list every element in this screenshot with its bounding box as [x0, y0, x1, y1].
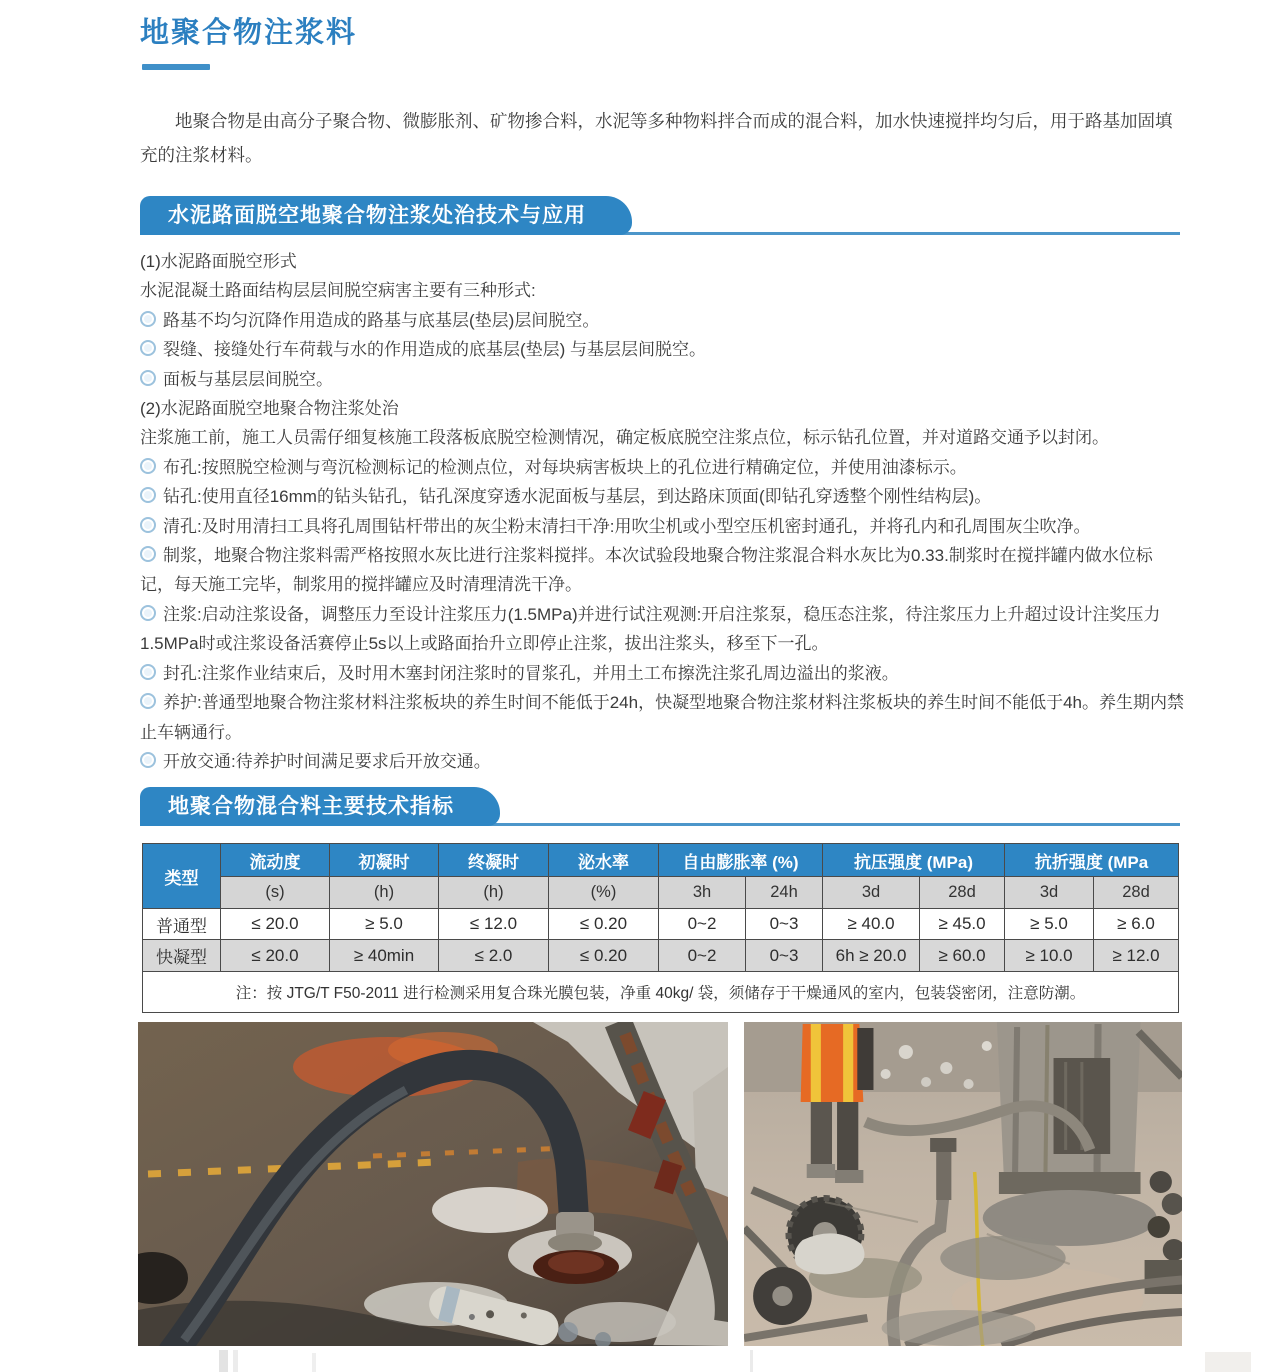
paragraph-text: 裂缝、接缝处行车荷载与水的作用造成的底基层(垫层) 与基层层间脱空。 — [163, 340, 707, 360]
row-label: 普通型 — [143, 909, 221, 940]
unit-cell: (%) — [549, 877, 659, 909]
body-paragraph — [140, 423, 1184, 452]
paragraph-text: 水泥混凝土路面结构层层间脱空病害主要有三种形式: — [140, 281, 536, 301]
value-cell: ≥ 5.0 — [330, 909, 439, 940]
value-cell: ≤ 0.20 — [549, 940, 659, 972]
col-header-fluidity: 流动度 — [221, 844, 330, 877]
ring-bullet-icon — [140, 664, 156, 680]
unit-cell: (h) — [330, 877, 439, 909]
col-header-type: 类型 — [143, 844, 221, 909]
photo-left-illustration — [138, 1022, 728, 1346]
body-paragraph — [140, 453, 1184, 482]
next-section-fragment — [1205, 1352, 1251, 1372]
value-cell: ≤ 20.0 — [221, 909, 330, 940]
unit-cell: 28d — [1094, 877, 1179, 909]
value-cell: ≤ 20.0 — [221, 940, 330, 972]
ring-bullet-icon — [140, 693, 156, 709]
ring-bullet-icon — [140, 517, 156, 533]
table-row-rapid — [143, 940, 1179, 972]
value-cell: ≥ 45.0 — [920, 909, 1005, 940]
photo-right-illustration — [744, 1022, 1182, 1346]
ring-bullet-icon — [140, 546, 156, 562]
body-paragraph — [140, 335, 1184, 364]
next-section-fragment — [312, 1353, 316, 1372]
paragraph-text: 封孔:注浆作业结束后，及时用木塞封闭注浆时的冒浆孔，并用土工布擦洗注浆孔周边溢出的浆液。 — [163, 663, 899, 683]
value-cell: ≥ 10.0 — [1005, 940, 1094, 972]
body-paragraph — [140, 512, 1184, 541]
ring-bullet-icon — [140, 458, 156, 474]
body-paragraph — [140, 541, 1184, 600]
body-paragraph — [140, 747, 1184, 776]
body-paragraph — [140, 247, 1184, 276]
unit-cell: 3d — [1005, 877, 1094, 909]
ring-bullet-icon — [140, 311, 156, 327]
unit-cell: (s) — [221, 877, 330, 909]
unit-cell: 3h — [659, 877, 746, 909]
paragraph-text: 开放交通:待养护时间满足要求后开放交通。 — [163, 751, 491, 771]
value-cell: ≥ 40.0 — [823, 909, 920, 940]
intro-paragraph: 地聚合物是由高分子聚合物、微膨胀剂、矿物掺合料，水泥等多种物料拌合而成的混合料，加水快速搅拌均匀后，用于路基加固填充的注浆材料。 — [140, 111, 1173, 165]
unit-cell: 28d — [920, 877, 1005, 909]
col-header-compressive: 抗压强度 (MPa) — [823, 844, 1005, 877]
value-cell: 0~2 — [659, 940, 746, 972]
value-cell: ≥ 60.0 — [920, 940, 1005, 972]
value-cell: 0~2 — [659, 909, 746, 940]
row-label: 快凝型 — [143, 940, 221, 972]
col-header-flexural: 抗折强度 (MPa — [1005, 844, 1179, 877]
table-note: 注：按 JTG/T F50-2011 进行检测采用复合珠光膜包装，净重 40kg/ 袋，须储存于干燥通风的室内，包装袋密闭，注意防潮。 — [143, 972, 1179, 1013]
value-cell: ≤ 0.20 — [549, 909, 659, 940]
next-section-fragment — [219, 1350, 228, 1372]
section-banner-technology: 水泥路面脱空地聚合物注浆处治技术与应用 — [140, 196, 632, 235]
paragraph-text: 布孔:按照脱空检测与弯沉检测标记的检测点位，对每块病害板块上的孔位进行精确定位，并使用油漆标示。 — [163, 457, 967, 477]
unit-cell: 24h — [746, 877, 823, 909]
paragraph-text: 养护:普通型地聚合物注浆材料注浆板块的养生时间不能低于24h，快凝型地聚合物注浆材料注浆板块的养生时间不能低于4h。养生期内禁止车辆通行。 — [140, 693, 1184, 742]
value-cell: ≥ 5.0 — [1005, 909, 1094, 940]
title-underline-dash — [142, 64, 210, 70]
unit-cell: (h) — [439, 877, 549, 909]
next-section-fragment — [750, 1350, 753, 1372]
ring-bullet-icon — [140, 487, 156, 503]
spec-table — [142, 843, 1179, 1013]
value-cell: 0~3 — [746, 940, 823, 972]
ring-bullet-icon — [140, 340, 156, 356]
col-header-final-set: 终凝时 — [439, 844, 549, 877]
value-cell: 6h ≥ 20.0 — [823, 940, 920, 972]
body-paragraph — [140, 600, 1184, 659]
body-paragraph — [140, 365, 1184, 394]
value-cell: ≤ 12.0 — [439, 909, 549, 940]
paragraph-text: 注浆施工前，施工人员需仔细复核施工段落板底脱空检测情况，确定板底脱空注浆点位，标示钻孔位置，并对道路交通予以封闭。 — [140, 428, 1109, 448]
paragraph-text: 路基不均匀沉降作用造成的路基与底基层(垫层)层间脱空。 — [163, 310, 600, 330]
body-paragraph — [140, 306, 1184, 335]
value-cell: ≥ 40min — [330, 940, 439, 972]
body-paragraph — [140, 276, 1184, 305]
ring-bullet-icon — [140, 752, 156, 768]
table-row-ordinary — [143, 909, 1179, 940]
body-paragraph — [140, 482, 1184, 511]
next-section-fragment — [233, 1350, 238, 1372]
value-cell: 0~3 — [746, 909, 823, 940]
value-cell: ≥ 6.0 — [1094, 909, 1179, 940]
col-header-bleeding: 泌水率 — [549, 844, 659, 877]
value-cell: ≥ 12.0 — [1094, 940, 1179, 972]
photo-grouting-hose-on-pavement — [138, 1022, 728, 1346]
photo-grouting-worksite — [744, 1022, 1182, 1346]
paragraph-text: 面板与基层层间脱空。 — [163, 369, 333, 389]
paragraph-text: 注浆:启动注浆设备，调整压力至设计注浆压力(1.5MPa)并进行试注观测:开启注浆泵，稳压态注浆，待注浆压力上升超过设计注奖压力1.5MPa时或注浆设备活赛停止5s以上或路面抬升立即停止注浆，拔出注浆头，移至下一孔。 — [140, 604, 1161, 654]
table-unit-row — [143, 877, 1179, 909]
paragraph-text: (1)水泥路面脱空形式 — [140, 252, 297, 271]
unit-cell: 3d — [823, 877, 920, 909]
col-header-expansion: 自由膨胀率 (%) — [659, 844, 823, 877]
col-header-initial-set: 初凝时 — [330, 844, 439, 877]
paragraph-text: 钻孔:使用直径16mm的钻头钻孔，钻孔深度穿透水泥面板与基层，到达路床顶面(即钻孔穿透整个刚性结构层)。 — [163, 487, 992, 507]
page-title: 地聚合物注浆料 — [140, 17, 358, 49]
cement-sack — [795, 1233, 865, 1274]
table-note-row — [143, 972, 1179, 1013]
body-text-block — [140, 247, 1184, 776]
paragraph-text: 制浆，地聚合物注浆料需严格按照水灰比进行注浆料搅拌。本次试验段地聚合物注浆混合料水灰比为0.33.制浆时在搅拌罐内做水位标记，每天施工完毕，制浆用的搅拌罐应及时清理清洗干净。 — [140, 546, 1153, 595]
ring-bullet-icon — [140, 605, 156, 621]
ring-bullet-icon — [140, 370, 156, 386]
paragraph-text: 清孔:及时用清扫工具将孔周围钻杆带出的灰尘粉末清扫干净:用吹尘机或小型空压机密封通孔，并将孔内和孔周围灰尘吹净。 — [163, 516, 1091, 536]
paragraph-text: (2)水泥路面脱空地聚合物注浆处治 — [140, 399, 399, 419]
section-banner-specs: 地聚合物混合料主要技术指标 — [140, 787, 500, 826]
table-header-row — [143, 844, 1179, 877]
body-paragraph — [140, 659, 1184, 688]
body-paragraph — [140, 688, 1184, 747]
body-paragraph — [140, 394, 1184, 423]
value-cell: ≤ 2.0 — [439, 940, 549, 972]
